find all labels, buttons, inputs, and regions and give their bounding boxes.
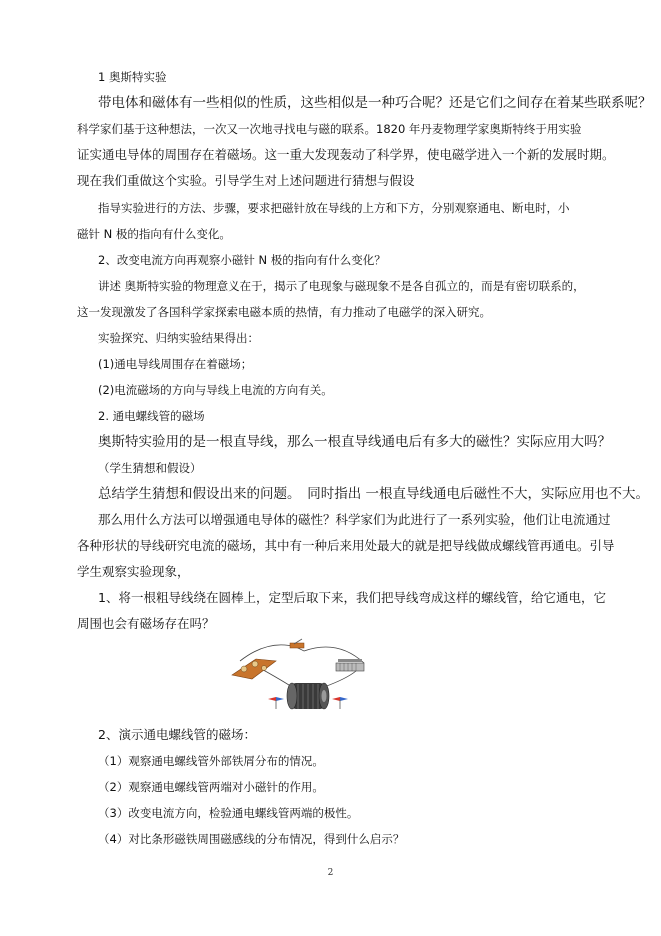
- section-heading-demo: 2、演示通电螺线管的磁场：: [98, 727, 256, 742]
- paragraph-line: 磁针 N 极的指向有什么变化。: [77, 227, 231, 241]
- paragraph-line: 这一发现激发了各国科学家探索电磁本质的热情，有力推动了电磁学的深入研究。: [77, 305, 491, 319]
- paragraph-line: 现在我们重做这个实验。引导学生对上述问题进行猜想与假设: [77, 173, 415, 188]
- section-heading-oersted: 1 奥斯特实验: [98, 70, 167, 84]
- section-heading-solenoid: 2. 通电螺线管的磁场: [98, 409, 205, 423]
- list-item: （2）观察通电螺线管两端对小磁针的作用。: [98, 780, 324, 794]
- paragraph-line: 1、将一根粗导线绕在圆棒上，定型后取下来，我们把导线弯成这样的螺线管，给它通电，它: [98, 590, 606, 605]
- question-line: 2、改变电流方向再观察小磁针 N 极的指向有什么变化？: [98, 253, 386, 267]
- paragraph-line: 周围也会有磁场存在吗？: [77, 616, 215, 631]
- list-item: （3）改变电流方向，检验通电螺线管两端的极性。: [98, 806, 359, 820]
- question-line: 奥斯特实验用的是一根直导线，那么一根直导线通电后有多大的磁性？实际应用大吗？: [98, 434, 611, 450]
- compass-needle-left: [268, 697, 284, 709]
- list-item: (1)通电导线周围存在着磁场；: [98, 357, 253, 371]
- paragraph-line: 那么用什么方法可以增强通电导体的磁性？科学家们为此进行了一系列实验，他们让电流通过: [98, 512, 611, 527]
- list-item: （4）对比条形磁铁周围磁感线的分布情况，得到什么启示？: [98, 832, 405, 846]
- paragraph-line: 学生观察实验现象，: [77, 564, 190, 579]
- paragraph-line: 实验探究、归纳实验结果得出：: [98, 331, 259, 345]
- paragraph-line: 科学家们基于这种想法，一次又一次地寻找电与磁的联系。1820 年丹麦物理学家奥斯特终于用实验: [77, 122, 582, 136]
- list-item: (2)电流磁场的方向与导线上电流的方向有关。: [98, 383, 333, 397]
- solenoid-coil: [287, 683, 329, 709]
- paragraph-line: 总结学生猜想和假设出来的问题。 同时指出 一根直导线通电后磁性不大，实际应用也不大。: [98, 486, 650, 502]
- paragraph-line: （学生猜想和假设）: [98, 461, 202, 475]
- wire: [324, 671, 356, 687]
- paragraph-line: 指导实验进行的方法、步骤，要求把磁针放在导线的上方和下方，分别观察通电、断电时，小: [98, 201, 570, 215]
- list-item: （1）观察通电螺线管外部铁屑分布的情况。: [98, 754, 324, 768]
- rheostat: [336, 663, 364, 671]
- paragraph-line: 各种形状的导线研究电流的磁场，其中有一种后来用处最大的就是把导线做成螺线管再通电。引导: [77, 538, 615, 553]
- solenoid-apparatus-figure: [228, 637, 372, 717]
- paragraph-line: 证实通电导体的周围存在着磁场。这一重大发现轰动了科学界，使电磁学进入一个新的发展时期。: [77, 147, 615, 162]
- switch: [290, 643, 304, 648]
- paragraph-line: 讲述 奥斯特实验的物理意义在于，揭示了电现象与磁现象不是各自孤立的，而是有密切联系的，: [98, 279, 585, 293]
- paragraph-line: 带电体和磁体有一些相似的性质，这些相似是一种巧合呢？还是它们之间存在着某些联系呢？: [98, 95, 652, 111]
- compass-needle-right: [332, 697, 348, 709]
- page-number: 2: [327, 868, 334, 878]
